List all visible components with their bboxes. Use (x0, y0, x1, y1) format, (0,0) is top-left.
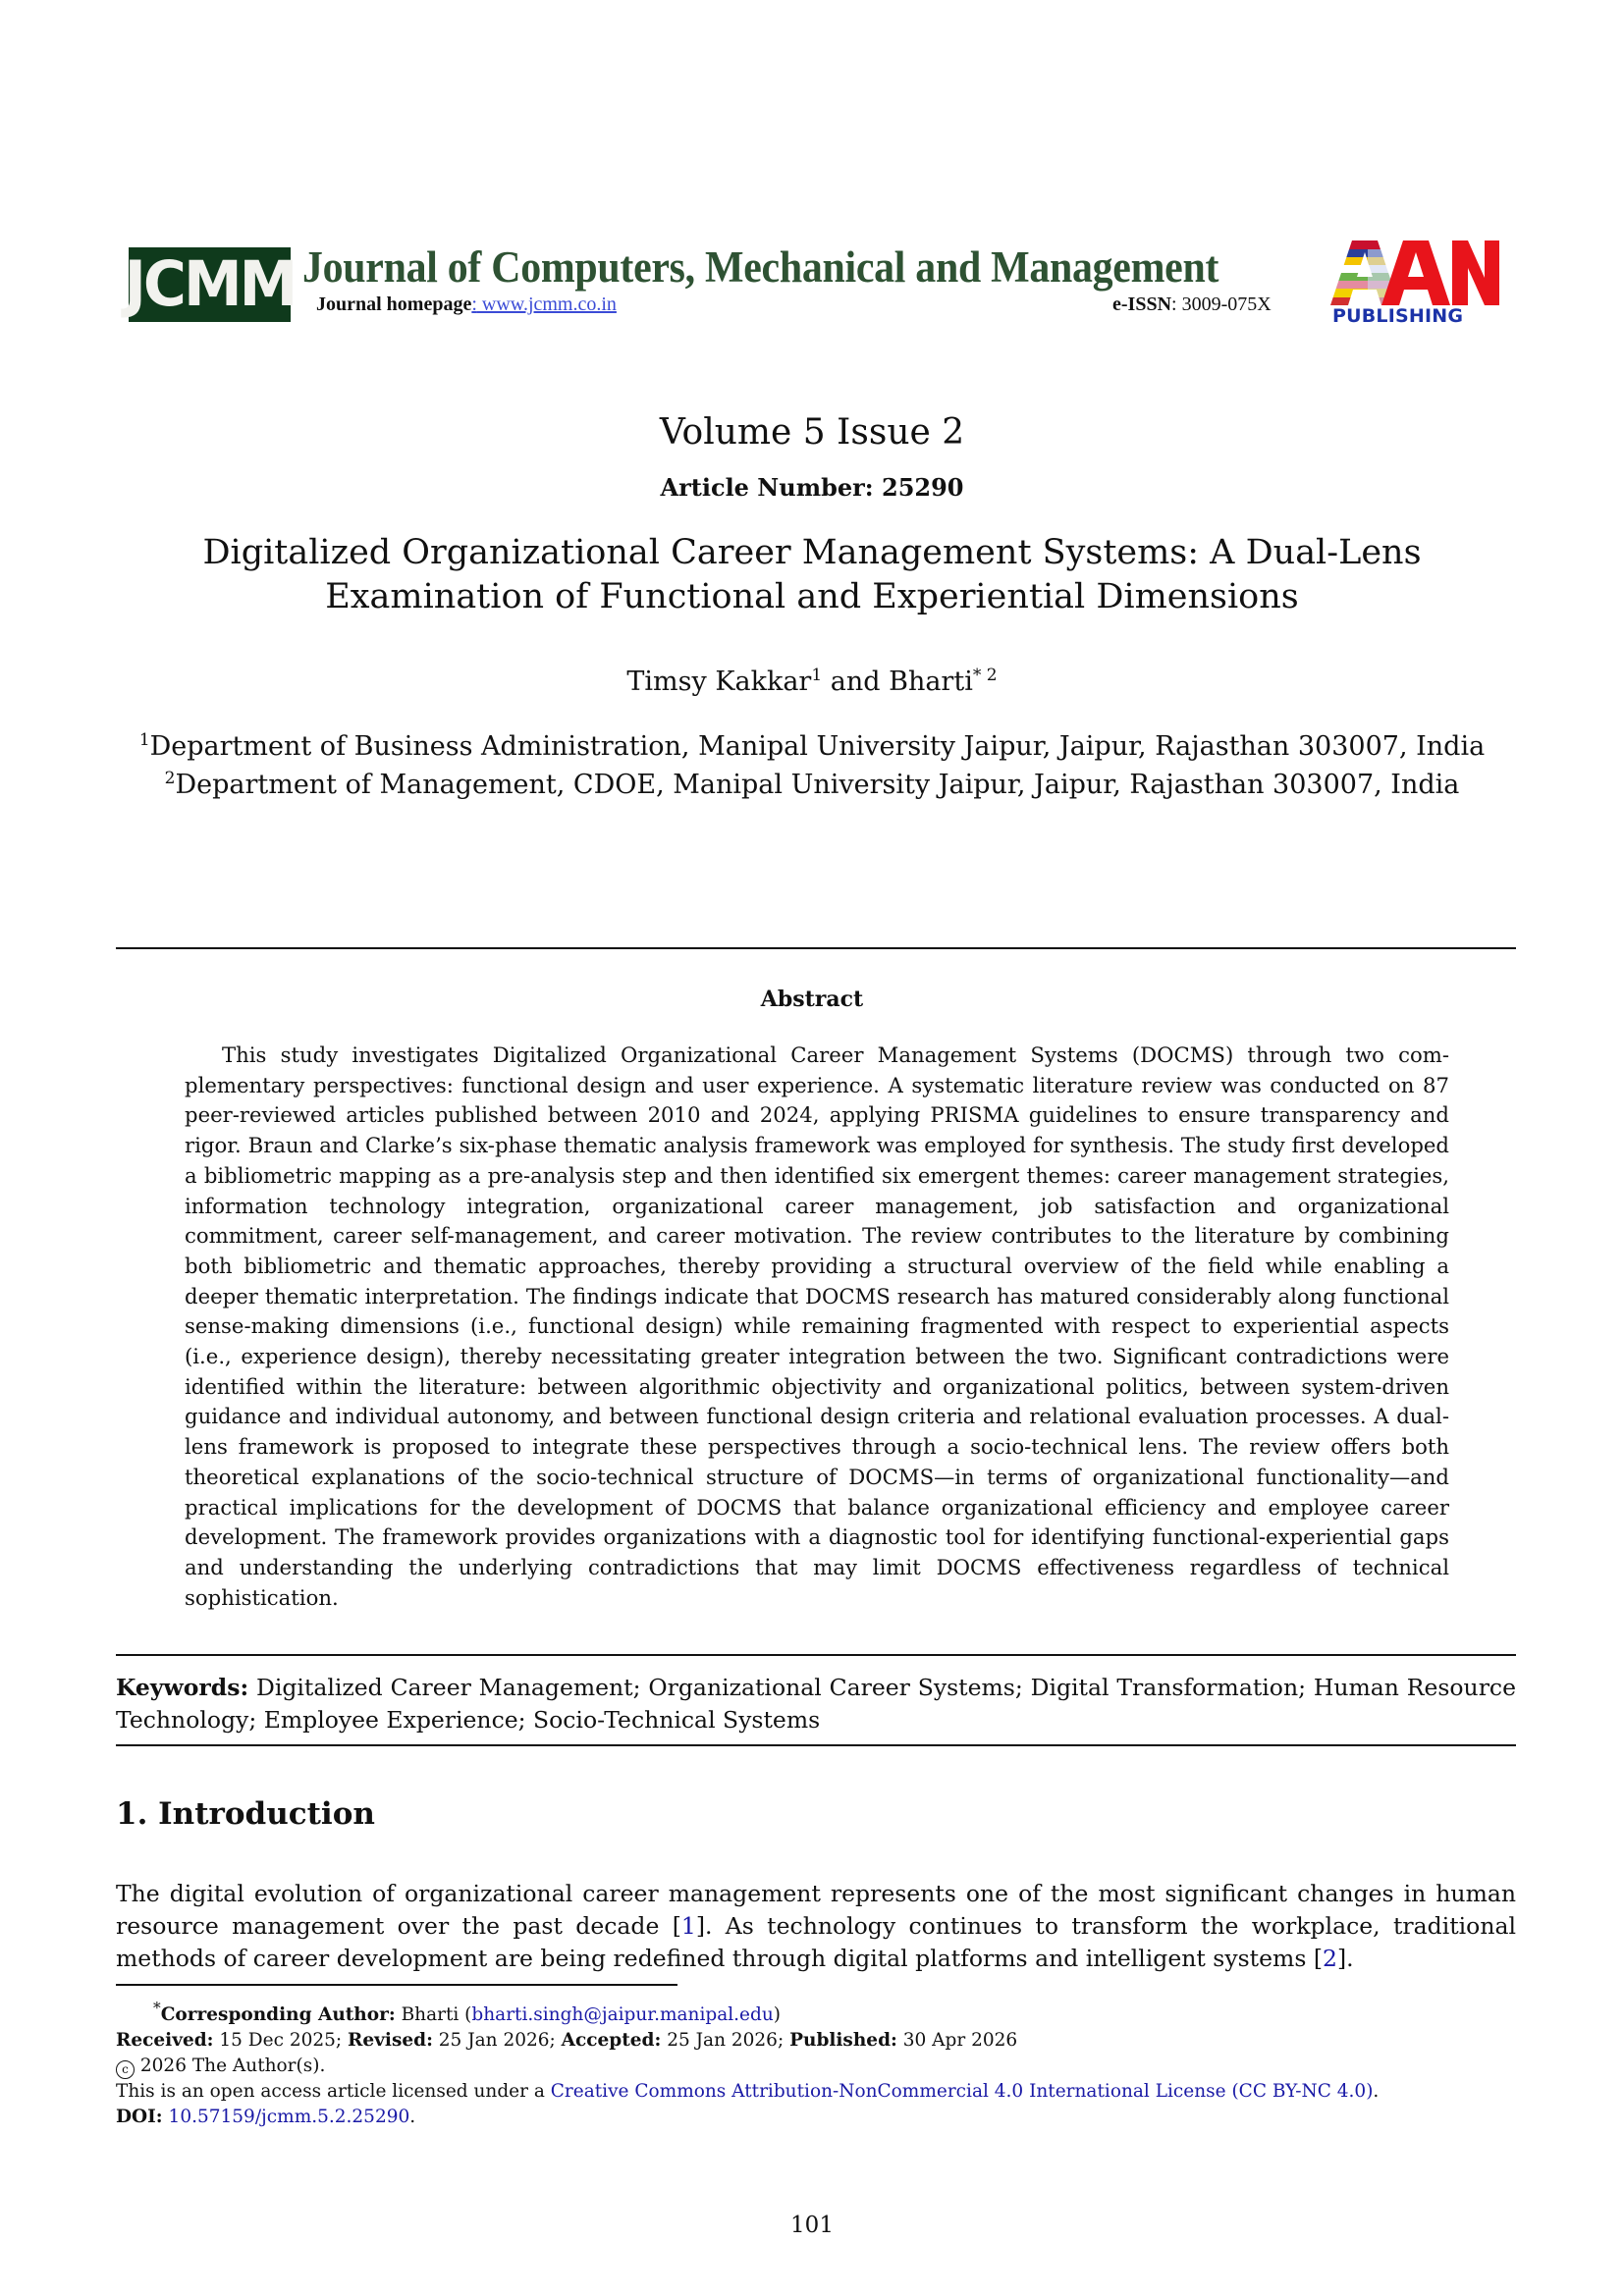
author-joiner: and (822, 667, 890, 697)
doi-suffix: . (409, 2107, 416, 2128)
copyright-icon: c (116, 2060, 135, 2079)
corresponding-author-note (116, 1996, 1530, 2028)
license-link[interactable]: Creative Commons Attribution-NonCommercial 4.0 International License (CC BY-NC 4.0) (550, 2081, 1374, 2103)
publisher-logo (1330, 240, 1499, 327)
affiliation-marker: 2 (164, 769, 176, 788)
keywords (116, 1672, 1516, 1736)
abstract-text: This study investigates Digitalized Organizational Career Management Systems (DOCMS) through two complementary perspectives: functional design and user experience. A systematic literature review was conducted on 87 peer-reviewed articles published between 2010 and 2024, applying PRISMA guidelines to ensure transparency and rigor. Braun and Clarke’s six-phase thematic analysis framework was employed for synthesis. The study first developed a bibliometric mapping as a pre-analysis step and then identified six emergent themes: career management strategies, information technology integration, organizational career management, job satisfaction and organizational commitment, career self-management, and career motivation. The review contributes to the literature by combining both bibliometric and thematic approaches, thereby providing a structural overview of the field while enabling a deeper thematic interpretation. The findings indicate that DOCMS research has matured considerably along functional sense-making dimensions (i.e., functional design) while remaining fragmented with respect to experiential aspects (i.e., experience design), thereby necessitating greater integration between the two. Significant contradictions were identified within the literature: between algorithmic objectivity and organizational politics, between system-driven guidance and individual autonomy, and between functional design criteria and relational evaluation processes. A dual-lens framework is proposed to integrate these perspectives through a socio-technical lens. The review offers both theoretical explanations of the socio-technical structure of DOCMS—in terms of organizational functionality—and practical implications for the development of DOCMS that balance organizational efficiency and employee career development. The framework provides organizations with a diagnostic tool for identifying functional-experiential gaps and understanding the underlying contradictions that may limit DOCMS effectiveness regardless of technical sophistication. (185, 1042, 1449, 1610)
affiliation-text: Department of Management, CDOE, Manipal University Jaipur, Jaipur, Rajasthan 303007, India (175, 770, 1460, 800)
received-date: 15 Dec 2025; (213, 2030, 349, 2052)
doi-line (116, 2105, 1530, 2130)
paragraph-text: ]. As technology continues to transform the workplace, traditional methods of career development are being redefined through digital platforms and intelligent systems [ (116, 1912, 1516, 1972)
revised-label: Revised: (348, 2030, 433, 2052)
publisher-logo-mark (1330, 240, 1499, 305)
corresponding-label: Corresponding Author: (160, 2004, 396, 2026)
doi-label: DOI: (116, 2107, 163, 2128)
volume-issue: Volume 5 Issue 2 (659, 412, 965, 453)
paren-close: ) (773, 2004, 781, 2026)
journal-logo-text: JCMM (124, 248, 296, 321)
published-label: Published: (789, 2030, 897, 2052)
copyright-line (116, 2054, 1530, 2079)
horizontal-rule (116, 1654, 1516, 1656)
homepage-url[interactable]: www.jcmm.co.in (476, 294, 617, 315)
homepage-label: Journal homepage (316, 294, 472, 315)
journal-logo (124, 247, 296, 322)
author-name: Timsy Kakkar (626, 667, 812, 697)
license-prefix: This is an open access article licensed under a (116, 2081, 551, 2103)
published-date: 30 Apr 2026 (896, 2030, 1018, 2052)
citation-link[interactable]: 1 (680, 1912, 696, 1940)
affiliation (0, 769, 1624, 800)
introduction-paragraph (116, 1878, 1516, 1975)
revised-date: 25 Jan 2026; (432, 2030, 562, 2052)
accepted-label: Accepted: (561, 2030, 662, 2052)
affiliation-text: Department of Business Administration, Manipal University Jaipur, Jaipur, Rajasthan 303007, India (149, 731, 1486, 762)
homepage-separator: : (471, 294, 477, 315)
author-name: Bharti (889, 667, 973, 697)
abstract-heading: Abstract (760, 987, 864, 1012)
footnotes (116, 1996, 1530, 2130)
article-dates (116, 2028, 1530, 2054)
corresponding-marker: * (153, 2000, 161, 2017)
article-title-line-1: Digitalized Organizational Career Management Systems: A Dual-Lens (202, 533, 1422, 572)
license-line (116, 2079, 1530, 2105)
journal-title: Journal of Computers, Mechanical and Management (302, 242, 1219, 292)
eissn-value: : 3009-075X (1171, 294, 1272, 315)
horizontal-rule (116, 947, 1516, 949)
doi-link[interactable]: 10.57159/jcmm.5.2.25290 (168, 2107, 410, 2128)
copyright-text: 2026 The Author(s). (135, 2056, 326, 2077)
publisher-logo-subtext: PUBLISHING (1332, 305, 1464, 327)
homepage-link[interactable] (471, 294, 617, 315)
author-affiliation-marker: * 2 (972, 666, 998, 685)
citation-link[interactable]: 2 (1323, 1945, 1337, 1972)
affiliation (0, 730, 1624, 762)
paragraph-text: The digital evolution of organizational career management represents one of the most significant changes in human resource management over the past decade [ (116, 1880, 1516, 1940)
paragraph-text: ]. (1336, 1945, 1354, 1972)
corresponding-name: Bharti ( (395, 2004, 472, 2026)
received-label: Received: (116, 2030, 214, 2052)
accepted-date: 25 Jan 2026; (661, 2030, 790, 2052)
eissn (1112, 294, 1272, 316)
article-title-line-2: Examination of Functional and Experiential Dimensions (325, 577, 1299, 616)
letter-n-red (1452, 240, 1499, 305)
corresponding-email-link[interactable]: bharti.singh@jaipur.manipal.edu (471, 2004, 774, 2026)
article-number: Article Number: 25290 (660, 473, 964, 502)
section-heading-introduction: 1. Introduction (116, 1796, 375, 1832)
license-suffix: . (1373, 2081, 1380, 2103)
journal-homepage (316, 294, 617, 316)
keywords-text: Digitalized Career Management; Organizational Career Systems; Digital Transformation; Human Resource Technology; Employee Experience; Socio-Technical Systems (116, 1674, 1516, 1734)
eissn-label: e-ISSN (1112, 294, 1172, 315)
author-affiliation-marker: 1 (811, 666, 823, 685)
page-number: 101 (790, 2213, 834, 2238)
affiliation-marker: 1 (138, 730, 150, 750)
author-list (0, 666, 1624, 697)
footnote-rule (116, 1984, 677, 1986)
horizontal-rule (116, 1744, 1516, 1746)
letter-a-red (1381, 240, 1450, 305)
keywords-label: Keywords: (116, 1674, 249, 1701)
